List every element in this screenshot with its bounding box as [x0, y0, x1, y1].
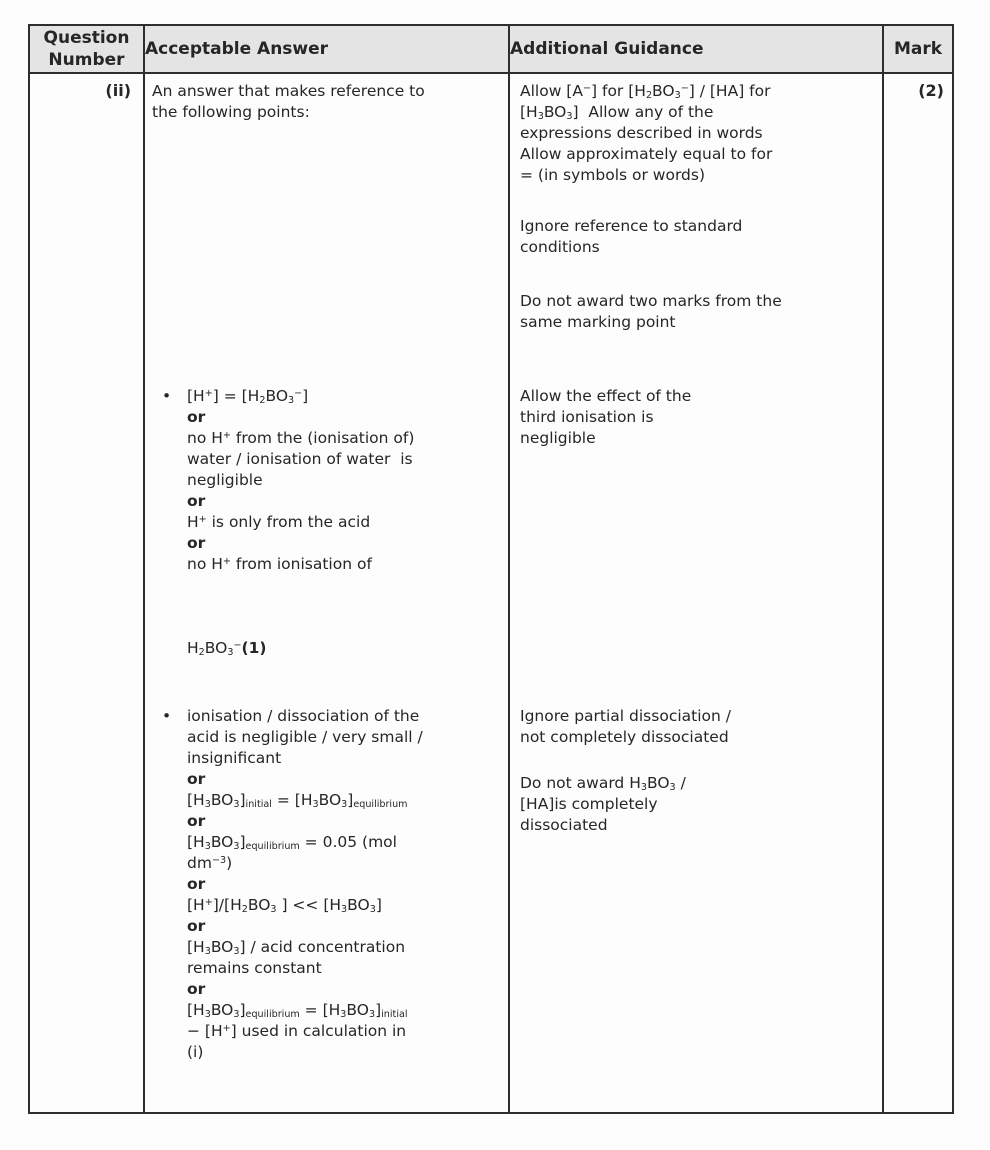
header-additional-guidance: Additional Guidance	[509, 25, 883, 73]
text-line: water / ionisation of water is	[187, 450, 413, 468]
text-line: dissociated	[520, 816, 608, 834]
guidance-ignore-standard	[520, 216, 876, 258]
guidance-third-ionisation	[520, 386, 876, 449]
text-line: or	[187, 534, 206, 552]
text-line: Allow the effect of the	[520, 387, 692, 405]
text-line: or	[187, 812, 206, 830]
acceptable-answer-cell	[144, 73, 509, 1113]
text-line: or	[187, 770, 206, 788]
text-line: conditions	[520, 238, 600, 256]
text-line: $[H^+] = [H_2BO_3^-]$	[187, 387, 309, 407]
bullet-icon: •	[162, 387, 172, 405]
text-line: $[H^+]/[H_2BO_3$ ] << $[H_3BO_3]$	[187, 896, 382, 916]
text-line: H+ is only from the acid	[187, 513, 371, 531]
text-line: $dm^{-3}$)	[187, 854, 233, 872]
header-row	[29, 25, 953, 73]
bullet-icon: •	[162, 707, 172, 725]
mark-value: (2)	[918, 81, 944, 100]
text-line: Allow approximately equal to for	[520, 145, 773, 163]
text-line: acid is negligible / very small /	[187, 728, 423, 746]
text-line: $[H_3BO_3]_{equilibrium} = [H_3BO_3]_{initial}$	[187, 1001, 408, 1021]
text-line	[187, 617, 502, 638]
table-row	[29, 73, 953, 1113]
text-line: the following points:	[152, 103, 310, 121]
question-number: (ii)	[105, 81, 131, 100]
text-line: $[H_3BO_3]$ / acid concentration	[187, 938, 406, 958]
text-line	[187, 575, 502, 596]
text-line: same marking point	[520, 313, 676, 331]
text-line: Ignore partial dissociation /	[520, 707, 731, 725]
header-question-number: Question Number	[29, 25, 144, 73]
marking-point-1	[152, 386, 502, 659]
text-line: (i)	[187, 1043, 204, 1061]
text-line: $[H_3BO_3]$ Allow any of the	[520, 103, 714, 123]
text-line	[187, 596, 502, 617]
text-line: An answer that makes reference to	[152, 82, 425, 100]
text-line: or	[187, 875, 206, 893]
header-mark: Mark	[883, 25, 953, 73]
question-number-cell	[29, 73, 144, 1113]
answer-intro	[152, 81, 502, 123]
mark-cell	[883, 73, 953, 1113]
text-line: third ionisation is	[520, 408, 654, 426]
text-line: ionisation / dissociation of the	[187, 707, 420, 725]
guidance-allow-symbols	[520, 81, 876, 186]
text-line: expressions described in words	[520, 124, 763, 142]
text-line: Allow [A−] for $[H_2BO_3^-] / [HA]$ for	[520, 82, 771, 102]
mark-scheme-table	[28, 24, 954, 1114]
guidance-two-marks	[520, 291, 876, 333]
text-line: no H+ from the (ionisation of)	[187, 429, 415, 447]
text-line: − [H+] used in calculation in	[187, 1022, 407, 1040]
text-line: = (in symbols or words)	[520, 166, 706, 184]
additional-guidance-cell	[509, 73, 883, 1113]
guidance-partial-dissociation	[520, 706, 876, 748]
text-line: insignificant	[187, 749, 282, 767]
text-line: negligible	[520, 429, 596, 447]
header-acceptable-answer: Acceptable Answer	[144, 25, 509, 73]
text-line: or	[187, 980, 206, 998]
text-line: remains constant	[187, 959, 322, 977]
text-line: or	[187, 408, 206, 426]
text-line: Do not award $H_3BO_3$ /	[520, 774, 686, 794]
text-line: negligible	[187, 471, 263, 489]
text-line: not completely dissociated	[520, 728, 729, 746]
acceptable-answer-content	[145, 74, 508, 1112]
text-line: no H+ from ionisation of	[187, 555, 372, 573]
marking-point-2	[152, 706, 502, 1063]
text-line: $[H_3BO_3]_{initial} = [H_3BO_3]_{equilibrium}$	[187, 791, 408, 811]
text-line: or	[187, 492, 206, 510]
guidance-completely-dissociated	[520, 773, 876, 836]
text-line: $H_2BO_3^-(1)$	[187, 639, 267, 659]
text-line: [HA]is completely	[520, 795, 658, 813]
text-line: or	[187, 917, 206, 935]
additional-guidance-content	[510, 74, 882, 1112]
text-line: Ignore reference to standard	[520, 217, 743, 235]
text-line: Do not award two marks from the	[520, 292, 782, 310]
text-line: $[H_3BO_3]_{equilibrium} = 0.05$ (mol	[187, 833, 397, 853]
